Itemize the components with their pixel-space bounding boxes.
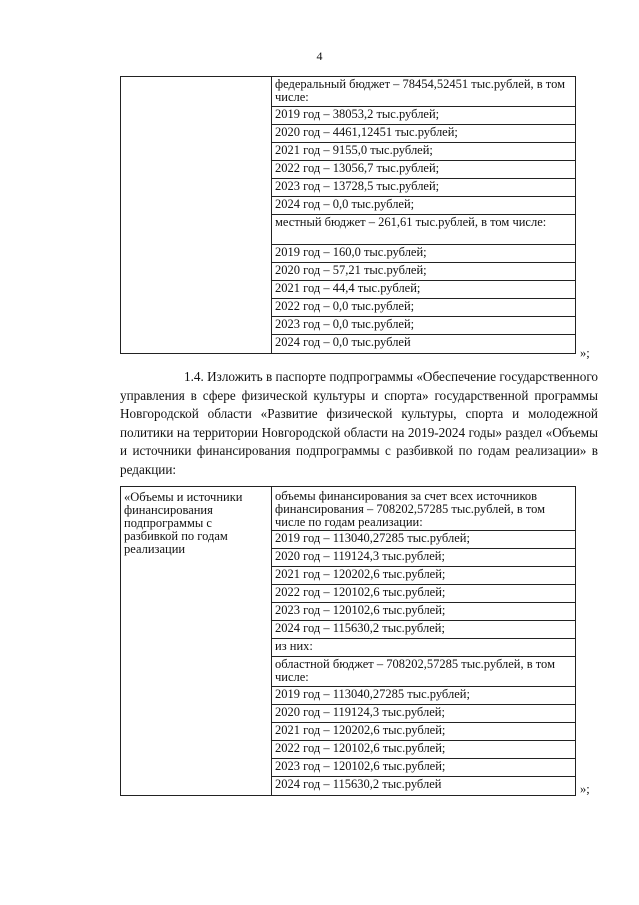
table2-row-total: объемы финансирования за счет всех источников финансирования – 708202,57285 тыс.рублей, в том числе по годам реализации:: [272, 487, 575, 531]
table1-row: 2022 год – 0,0 тыс.рублей;: [272, 299, 575, 317]
table1-row: 2019 год – 160,0 тыс.рублей;: [272, 245, 575, 263]
table2-row: 2024 год – 115630,2 тыс.рублей;: [272, 621, 575, 639]
table1-left-cell: [121, 77, 272, 354]
table2-left-cell: [121, 487, 272, 796]
table2-left-label: «Объемы и источники финансирования подпрограммы с разбивкой по годам реализации: [124, 490, 243, 556]
table2-row: 2019 год – 113040,27285 тыс.рублей;: [272, 531, 575, 549]
table2-row-from-them: из них:: [272, 639, 575, 657]
table1-row: 2020 год – 57,21 тыс.рублей;: [272, 263, 575, 281]
table2-row: 2022 год – 120102,6 тыс.рублей;: [272, 585, 575, 603]
table1-row: 2021 год – 44,4 тыс.рублей;: [272, 281, 575, 299]
table2-right-cell: [272, 487, 576, 796]
table1-row: 2022 год – 13056,7 тыс.рублей;: [272, 161, 575, 179]
table2-row: 2021 год – 120202,6 тыс.рублей;: [272, 723, 575, 741]
table1-row: 2024 год – 0,0 тыс.рублей;: [272, 197, 575, 215]
table2-row: 2019 год – 113040,27285 тыс.рублей;: [272, 687, 575, 705]
table1-row: 2019 год – 38053,2 тыс.рублей;: [272, 107, 575, 125]
table1-row: 2023 год – 13728,5 тыс.рублей;: [272, 179, 575, 197]
table2-row: 2024 год – 115630,2 тыс.рублей: [275, 777, 442, 791]
table1-row: 2024 год – 0,0 тыс.рублей: [275, 335, 411, 349]
table-funding-continued: [120, 76, 576, 354]
page-number: 4: [316, 49, 323, 63]
table2-row: 2022 год – 120102,6 тыс.рублей;: [272, 741, 575, 759]
table2-closing-quote: »;: [580, 782, 590, 796]
table2-row-regional: областной бюджет – 708202,57285 тыс.рублей, в том числе:: [272, 657, 575, 687]
table1-row-local: местный бюджет – 261,61 тыс.рублей, в том числе:: [272, 215, 575, 245]
table1-row: 2021 год – 9155,0 тыс.рублей;: [272, 143, 575, 161]
table1-row: 2020 год – 4461,12451 тыс.рублей;: [272, 125, 575, 143]
paragraph-text: 1.4. Изложить в паспорте подпрограммы «Обеспечение государственного управления в сфере физической культуры и спорта» государственной программы Новгородской области «Развитие физической культуры, спорта и молодежной политики на территории Новгородской области на 2019-2024 годы» раздел «Объемы и источники финансирования подпрограммы с разбивкой по годам реализации» в редакции:: [120, 369, 598, 477]
table2-row: 2023 год – 120102,6 тыс.рублей;: [272, 759, 575, 777]
table1-row: 2023 год – 0,0 тыс.рублей;: [272, 317, 575, 335]
table2-row: 2020 год – 119124,3 тыс.рублей;: [272, 705, 575, 723]
table1-right-cell: [272, 77, 576, 354]
table2-row: 2023 год – 120102,6 тыс.рублей;: [272, 603, 575, 621]
table-funding-new: [120, 486, 576, 796]
table2-row: 2021 год – 120202,6 тыс.рублей;: [272, 567, 575, 585]
amendment-paragraph: [120, 368, 598, 479]
table1-row-federal: федеральный бюджет – 78454,52451 тыс.рублей, в том числе:: [272, 77, 575, 107]
table2-row: 2020 год – 119124,3 тыс.рублей;: [272, 549, 575, 567]
table1-closing-quote: »;: [580, 346, 590, 360]
